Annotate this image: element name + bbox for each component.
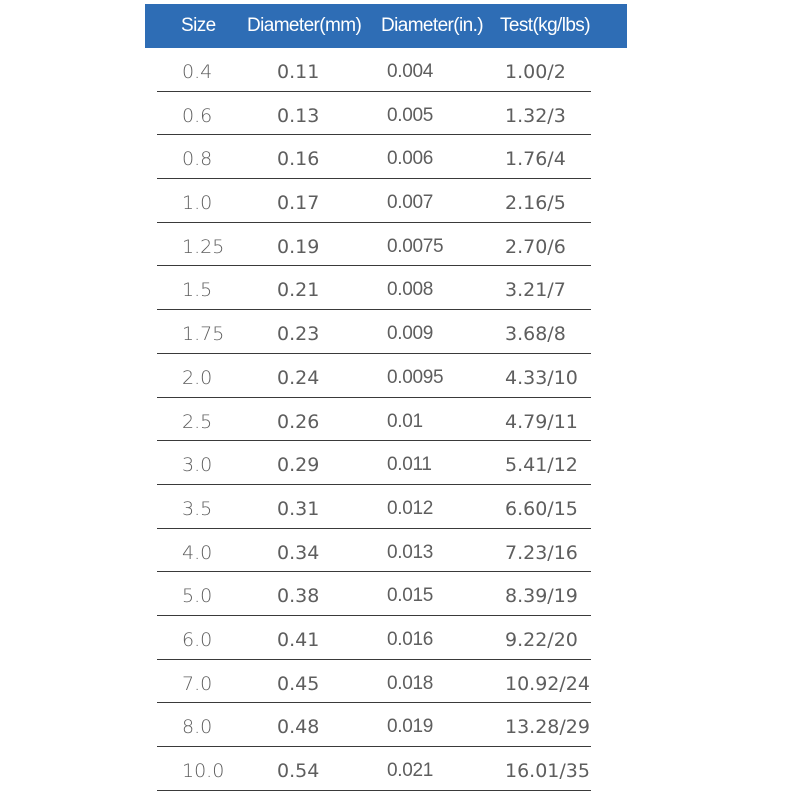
table-body (157, 48, 591, 791)
cell-diameter-in: 0.009 (387, 323, 434, 345)
cell-size: 1.25 (182, 235, 225, 258)
cell-size: 0.8 (182, 148, 213, 171)
cell-test: 8.39/19 (505, 585, 578, 608)
cell-test: 13.28/29 (505, 716, 590, 739)
cell-diameter-in: 0.016 (387, 628, 434, 650)
cell-diameter-mm: 0.11 (277, 61, 320, 83)
cell-diameter-mm: 0.19 (277, 235, 320, 258)
cell-diameter-in: 0.012 (387, 497, 434, 519)
table-row (157, 310, 591, 354)
cell-diameter-in: 0.007 (387, 192, 434, 214)
cell-test: 16.01/35 (505, 760, 590, 782)
cell-diameter-mm: 0.24 (277, 366, 320, 389)
table-row (157, 616, 591, 660)
cell-diameter-in: 0.015 (387, 585, 434, 607)
cell-diameter-in: 0.011 (387, 454, 432, 476)
cell-diameter-mm: 0.13 (277, 104, 320, 127)
cell-diameter-in: 0.0095 (387, 366, 444, 388)
cell-diameter-in: 0.004 (387, 61, 434, 82)
cell-diameter-mm: 0.21 (277, 279, 320, 302)
cell-size: 1.0 (182, 192, 213, 215)
table-row (157, 441, 591, 485)
cell-size: 0.4 (182, 61, 213, 83)
cell-size: 2.5 (182, 410, 213, 433)
table-row (157, 179, 591, 223)
cell-diameter-mm: 0.17 (277, 192, 320, 215)
cell-diameter-in: 0.0075 (387, 235, 444, 257)
cell-diameter-in: 0.021 (387, 760, 434, 781)
cell-diameter-in: 0.01 (387, 410, 423, 432)
cell-test: 10.92/24 (505, 672, 590, 695)
cell-test: 3.21/7 (505, 279, 566, 302)
cell-size: 5.0 (182, 585, 213, 608)
header-test: Test(kg/lbs) (500, 15, 590, 36)
cell-test: 4.33/10 (505, 366, 578, 389)
cell-diameter-mm: 0.34 (277, 541, 320, 564)
cell-size: 0.6 (182, 104, 213, 127)
cell-test: 5.41/12 (505, 454, 578, 477)
cell-diameter-mm: 0.45 (277, 672, 320, 695)
table-row (157, 529, 591, 573)
cell-diameter-mm: 0.23 (277, 323, 320, 346)
cell-test: 2.16/5 (505, 192, 566, 215)
cell-diameter-in: 0.005 (387, 104, 434, 126)
cell-test: 1.32/3 (505, 104, 566, 127)
table-row (157, 703, 591, 747)
cell-size: 8.0 (182, 716, 213, 739)
cell-diameter-in: 0.006 (387, 148, 434, 170)
table-row (157, 223, 591, 267)
cell-test: 4.79/11 (505, 410, 578, 433)
cell-size: 4.0 (182, 541, 213, 564)
table-row (157, 660, 591, 704)
cell-diameter-mm: 0.48 (277, 716, 320, 739)
table-row (157, 354, 591, 398)
cell-diameter-in: 0.019 (387, 716, 434, 738)
table-row (157, 398, 591, 442)
cell-diameter-mm: 0.16 (277, 148, 320, 171)
cell-size: 10.0 (182, 760, 225, 782)
table-header (145, 4, 627, 48)
table-row (157, 485, 591, 529)
line-spec-table (145, 4, 627, 782)
cell-diameter-mm: 0.31 (277, 497, 320, 520)
table-row (157, 135, 591, 179)
table-row (157, 92, 591, 136)
cell-test: 2.70/6 (505, 235, 566, 258)
cell-test: 6.60/15 (505, 497, 578, 520)
cell-test: 9.22/20 (505, 628, 578, 651)
cell-diameter-in: 0.018 (387, 672, 434, 694)
table-row (157, 747, 591, 791)
cell-diameter-mm: 0.38 (277, 585, 320, 608)
header-size: Size (181, 15, 216, 36)
cell-size: 6.0 (182, 628, 213, 651)
cell-size: 2.0 (182, 366, 213, 389)
header-diameter-in: Diameter(in.) (381, 15, 483, 36)
cell-test: 7.23/16 (505, 541, 578, 564)
cell-size: 1.5 (182, 279, 213, 302)
cell-diameter-mm: 0.54 (277, 760, 320, 782)
table-row (157, 266, 591, 310)
cell-test: 1.00/2 (505, 61, 566, 83)
cell-test: 3.68/8 (505, 323, 566, 346)
cell-diameter-in: 0.008 (387, 279, 434, 301)
cell-size: 3.5 (182, 497, 213, 520)
cell-diameter-mm: 0.26 (277, 410, 320, 433)
cell-test: 1.76/4 (505, 148, 566, 171)
cell-diameter-mm: 0.41 (277, 628, 320, 651)
table-row (157, 572, 591, 616)
cell-diameter-in: 0.013 (387, 541, 434, 563)
cell-size: 1.75 (182, 323, 225, 346)
cell-diameter-mm: 0.29 (277, 454, 320, 477)
cell-size: 7.0 (182, 672, 213, 695)
header-diameter-mm: Diameter(mm) (247, 15, 362, 36)
cell-size: 3.0 (182, 454, 213, 477)
table-row (157, 48, 591, 92)
